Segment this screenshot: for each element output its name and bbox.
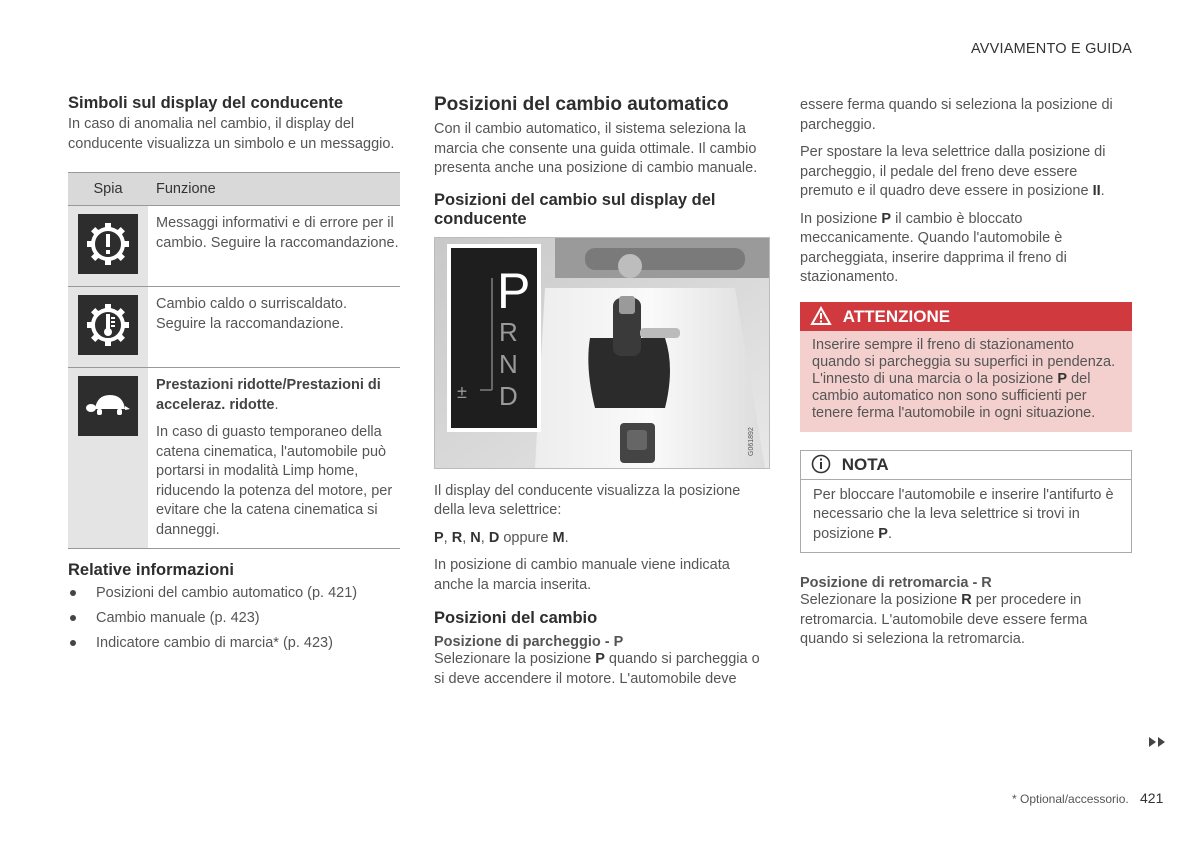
display-caption: Il display del conducente visualizza la posizione della leva selettrice: (434, 482, 741, 518)
warning-triangle-icon (810, 306, 832, 326)
related-heading: Relative informazioni (68, 561, 234, 579)
park-text: Selezionare la posizione P quando si parcheggia o si deve accendere il motore. L'automobile deve (434, 651, 760, 687)
warning-box (800, 302, 1132, 432)
note-title: NOTA (841, 454, 889, 474)
section-title: AVVIAMENTO E GUIDA (971, 41, 1132, 57)
turtle-icon (78, 376, 138, 436)
reverse-text: Selezionare la posizione R per procedere in retromarcia. L'automobile deve essere ferma quando si seleziona la retromarcia. (800, 592, 1088, 647)
lock-text: In posizione P il cambio è bloccato meccanicamente. Quando l'automobile è parcheggiata, inserire dapprima il freno di stazionamento. (800, 210, 1067, 285)
table-row (68, 287, 400, 368)
move-lever-text: Per spostare la leva selettrice dalla posizione di parcheggio, il pedale del freno deve essere premuto e il quadro deve essere in posizione II. (800, 144, 1106, 199)
warning-symbols-table (68, 172, 400, 549)
related-list (68, 584, 400, 659)
positions-list: P, R, N, D oppure M. (434, 529, 569, 546)
col-header-funzione: Funzione (148, 173, 400, 206)
gear-exclamation-icon (78, 214, 138, 274)
symbols-intro: In caso di anomalia nel cambio, il display del conducente visualizza un simbolo e un messaggio. (68, 116, 395, 152)
symbols-heading: Simboli sul display del conducente (68, 94, 344, 112)
gear-selector-image (434, 237, 770, 469)
next-page-arrows-icon (1148, 735, 1168, 753)
warning-header (800, 302, 1132, 331)
footnote: * Optional/accessorio. (1012, 792, 1129, 806)
positions-heading: Posizioni del cambio (434, 609, 598, 627)
display-letter-d: D (499, 380, 518, 411)
column-1 (68, 94, 400, 659)
park-continued-text: essere ferma quando si seleziona la posizione di parcheggio. (800, 97, 1113, 133)
table-row (68, 206, 400, 287)
display-letter-r: R (499, 316, 518, 347)
warning-text: Inserire sempre il freno di stazionamento quando si parcheggia su superfici in pendenza. L'innesto di una marcia o la posizione P del cambio automatico non sono sufficienti per tenere ferma l'automobile in ogni situazione. (812, 336, 1116, 421)
reverse-heading: Posizione di retromarcia - R (800, 575, 992, 591)
related-link-shift-indicator[interactable]: Indicatore cambio di marcia* (p. 423) (68, 634, 400, 659)
manual-note: In posizione di cambio manuale viene indicata anche la marcia inserita. (434, 557, 730, 593)
row-3-text: In caso di guasto temporaneo della catena cinematica, l'automobile può portarsi in modalità Limp home, riducendo la potenza del motore, per evitare che la catena cinematica si danneggi. (156, 424, 393, 538)
column-3 (800, 94, 1132, 650)
note-header (801, 451, 1131, 480)
table-row (68, 368, 400, 549)
display-positions-heading: Posizioni del cambio sul display del conducente (434, 190, 716, 228)
row-3-title: Prestazioni ridotte/Prestazioni di acceleraz. ridotte. (156, 377, 381, 413)
related-link-automatic[interactable]: Posizioni del cambio automatico (p. 421) (68, 584, 400, 609)
gear-thermometer-icon (78, 295, 138, 355)
row-1-text: Messaggi informativi e di errore per il cambio. Seguire la raccomandazione. (148, 206, 400, 287)
manual-symbol: ± (457, 381, 467, 402)
page-number: 421 (1140, 790, 1164, 806)
info-icon (811, 454, 831, 474)
note-box (800, 450, 1132, 554)
related-link-manual[interactable]: Cambio manuale (p. 423) (68, 609, 400, 634)
automatic-heading: Posizioni del cambio automatico (434, 94, 729, 115)
row-2-text: Cambio caldo o surriscaldato. Seguire la raccomandazione. (148, 287, 400, 368)
col-header-spia: Spia (68, 173, 148, 206)
column-2 (434, 94, 768, 689)
display-letter-p: P (497, 262, 531, 319)
image-code: G061892 (748, 426, 755, 456)
table-header-row (68, 173, 400, 206)
display-letter-n: N (499, 348, 518, 379)
note-text: Per bloccare l'automobile e inserire l'antifurto è necessario che la leva selettrice si trovi in posizione P. (813, 486, 1114, 542)
warning-title: ATTENZIONE (842, 306, 951, 326)
automatic-intro: Con il cambio automatico, il sistema seleziona la marcia che consente una guida ottimale. Il cambio presenta anche una posizione di cambio manuale. (434, 121, 758, 176)
park-heading: Posizione di parcheggio - P (434, 634, 624, 650)
